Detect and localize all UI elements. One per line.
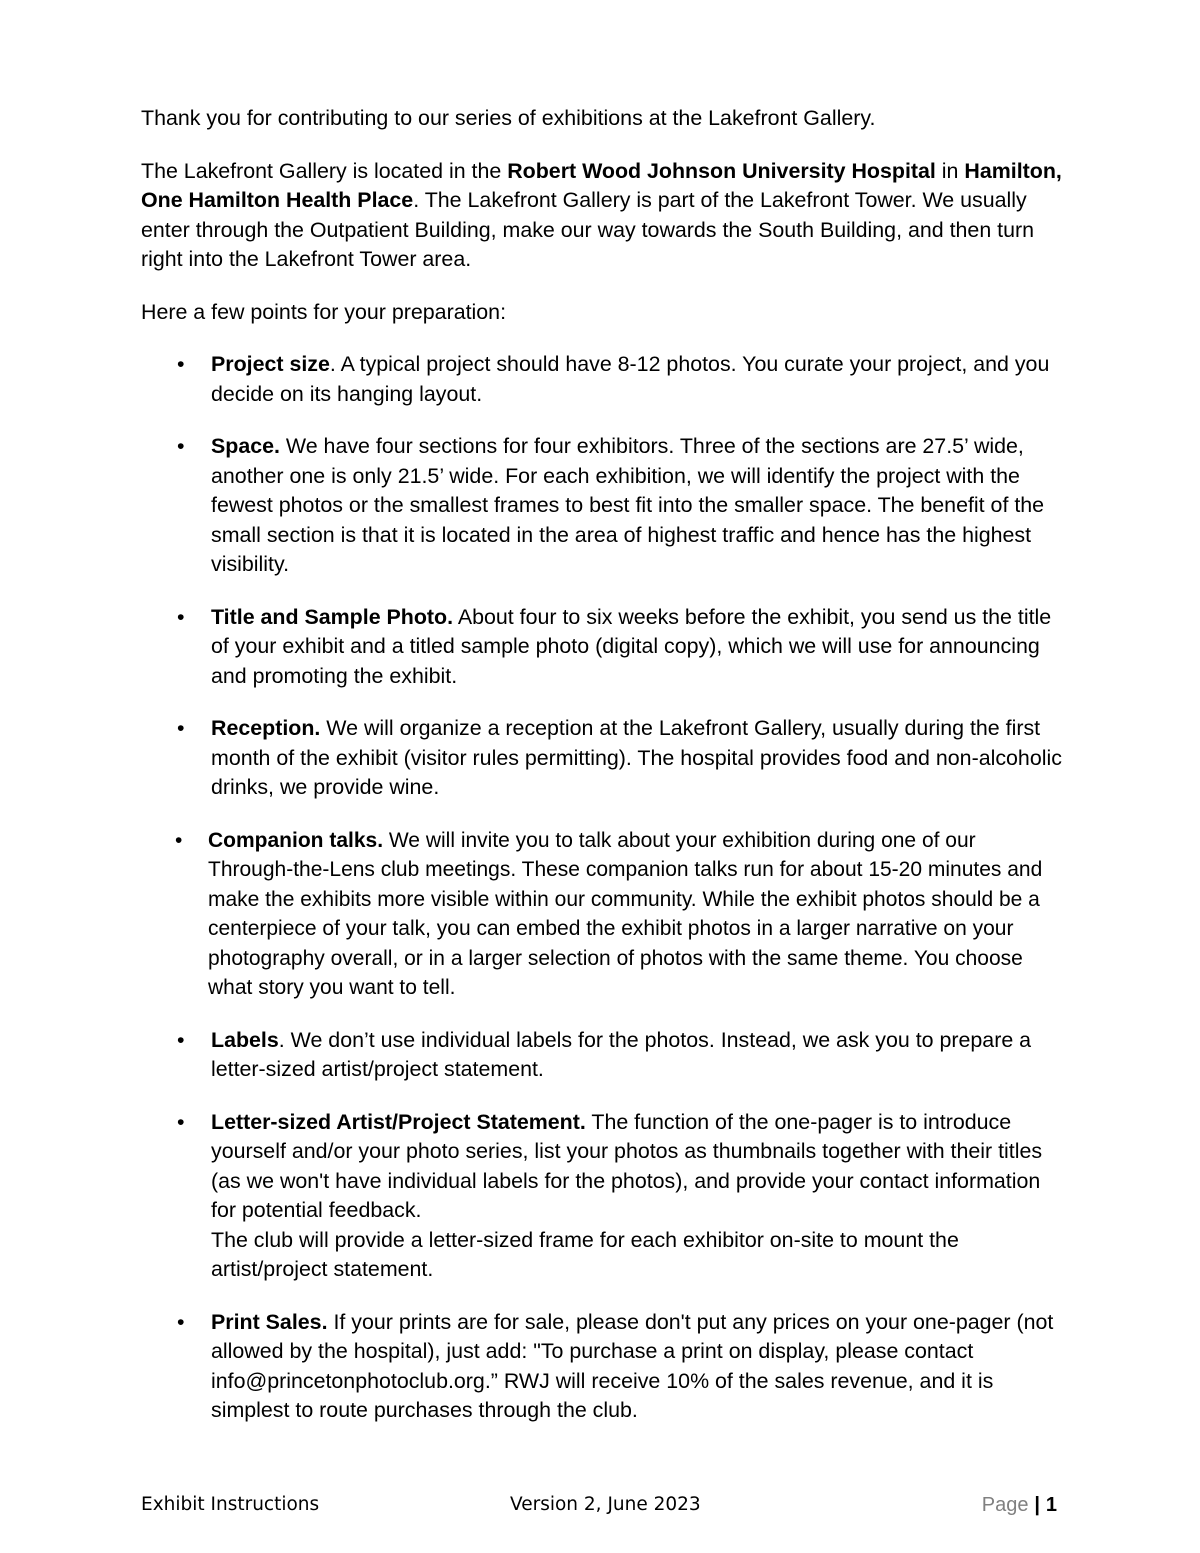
footer-page-number — [982, 1490, 1057, 1521]
point-labels — [141, 1026, 1066, 1085]
point-text: We have four sections for four exhibitors. Three of the sections are 27.5’ wide, another one is only 21.5’ wide. For each exhibition, we will identify the project with the fewest photos or the smallest frames to best fit into the smaller space. The benefit of the small section is that it is located in the area of highest traffic and hence has the highest visibility. — [211, 434, 1045, 576]
bullet: • — [175, 828, 183, 852]
bullet: • — [177, 716, 185, 740]
point-companion-talks — [141, 826, 1066, 1003]
location-place: Hamilton, One Hamilton Health Place — [141, 158, 1062, 212]
point-text: . We don’t use individual labels for the photos. Instead, we ask you to prepare a letter-sized artist/project statement. — [211, 1027, 1032, 1081]
point-text: We will invite you to talk about your exhibition during one of our Through-the-Lens club meetings. These companion talks run for about 15-20 minutes and make the exhibits more visible within our community. While the exhibit photos should be a centerpiece of your talk, you can embed the exhibit photos in a larger narrative on your photography overall, or in a larger selection of photos with the same theme. You choose what story you want to tell. — [208, 828, 1043, 999]
point-title: Letter-sized Artist/Project Statement. — [211, 1109, 586, 1134]
point-text: About four to six weeks before the exhibit, you send us the title of your exhibit and a titled sample photo (digital copy), which we will use for announcing and promoting the exhibit. — [211, 604, 1052, 688]
bullet: • — [177, 604, 185, 629]
point-reception — [141, 714, 1066, 803]
point-text: We will organize a reception at the Lakefront Gallery, usually during the first month of the exhibit (visitor rules permitting). The hospital provides food and non-alcoholic drinks, we provide wine. — [211, 716, 1062, 799]
page-footer — [141, 1490, 1057, 1520]
document-body — [141, 104, 1066, 1449]
intro-preparation: Here a few points for your preparation: — [141, 299, 507, 324]
bullet: • — [177, 1109, 185, 1134]
point-title: Project size — [211, 352, 330, 376]
page-number: 1 — [1045, 1494, 1057, 1516]
point-space — [141, 432, 1066, 580]
bullet: • — [177, 434, 185, 458]
point-project-size — [141, 350, 1066, 409]
point-title: Print Sales. — [211, 1309, 328, 1334]
bullet: • — [177, 352, 185, 376]
point-title: Reception. — [211, 716, 321, 740]
location-pre: The Lakefront Gallery is located in the — [141, 158, 508, 183]
point-title: Companion talks. — [208, 828, 384, 852]
point-text: . A typical project should have 8-12 photos. You curate your project, and you decide on its hanging layout. — [211, 352, 1050, 406]
bullet: • — [177, 1027, 185, 1052]
point-artist-statement — [141, 1108, 1066, 1285]
footer-version: Version 2, June 2023 — [510, 1494, 701, 1515]
page-separator: | — [1034, 1494, 1040, 1516]
bullet: • — [177, 1309, 185, 1334]
location-post: . The Lakefront Gallery is part of the Lakefront Tower. We usually enter through the Outpatient Building, make our way towards the South Building, and then turn right into the Lakefront Tower area. — [141, 188, 1035, 271]
location-hospital: Robert Wood Johnson University Hospital — [507, 158, 936, 183]
footer-document-title: Exhibit Instructions — [141, 1494, 320, 1515]
point-text-continued: The club will provide a letter-sized frame for each exhibitor on-site to mount the artist/project statement. — [211, 1227, 959, 1281]
intro-location — [141, 157, 1066, 275]
intro-thanks: Thank you for contributing to our series of exhibitions at the Lakefront Gallery. — [141, 106, 876, 130]
point-title: Labels — [211, 1027, 279, 1052]
point-title: Title and Sample Photo. — [211, 604, 454, 629]
point-title: Space. — [211, 434, 280, 458]
point-text: The function of the one-pager is to introduce yourself and/or your photo series, list your photos as thumbnails together with their titles (as we won't have individual labels for the photos), and provide your contact information for potential feedback. — [211, 1109, 1043, 1222]
point-print-sales — [141, 1308, 1066, 1426]
point-title-sample-photo — [141, 603, 1066, 692]
page-label: Page — [981, 1494, 1029, 1516]
point-text: If your prints are for sale, please don't put any prices on your one-pager (not allowed by the hospital), just add: "To purchase a print on display, please contact info@princetonphotoclub.org.” RWJ will receive 10% of the sales revenue, and it is simplest to route purchases through the club. — [211, 1309, 1054, 1422]
preparation-points-list — [141, 350, 1066, 1426]
location-mid: in — [935, 158, 965, 183]
